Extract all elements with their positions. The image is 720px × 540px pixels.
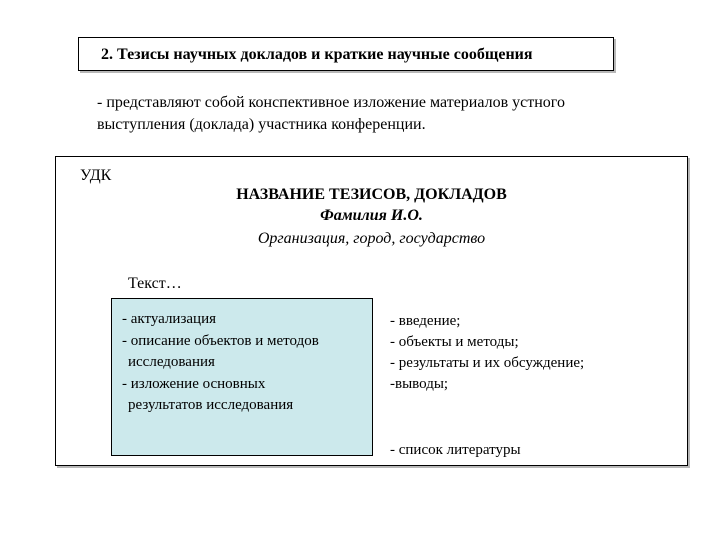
section-heading: 2. Тезисы научных докладов и краткие научные сообщения bbox=[101, 46, 533, 63]
organization-line: Организация, город, государство bbox=[257, 230, 486, 247]
intro-text bbox=[97, 92, 657, 136]
list-item: исследования bbox=[128, 354, 215, 370]
section-list-item: - результаты и их обсуждение; bbox=[390, 355, 585, 371]
intro-line-2: выступления (доклада) участника конференции. bbox=[97, 116, 426, 133]
author-name: Фамилия И.О. bbox=[320, 207, 423, 224]
section-list-item: -выводы; bbox=[390, 376, 449, 392]
content-structure-box bbox=[111, 298, 373, 456]
section-list-item: - список литературы bbox=[390, 442, 521, 458]
list-item: - описание объектов и методов bbox=[122, 333, 319, 349]
section-list-item: - объекты и методы; bbox=[390, 334, 519, 350]
theses-title: НАЗВАНИЕ ТЕЗИСОВ, ДОКЛАДОВ bbox=[236, 186, 507, 203]
list-item: - актуализация bbox=[122, 311, 216, 327]
theses-template-box bbox=[55, 156, 688, 466]
udk-label: УДК bbox=[80, 167, 112, 184]
list-item: - изложение основных bbox=[122, 376, 266, 392]
section-list-item: - введение; bbox=[390, 313, 461, 329]
text-label: Текст… bbox=[128, 275, 182, 292]
heading-box bbox=[78, 37, 614, 71]
intro-line-1: - представляют собой конспективное изложение материалов устного bbox=[97, 94, 565, 111]
list-item: результатов исследования bbox=[128, 397, 294, 413]
